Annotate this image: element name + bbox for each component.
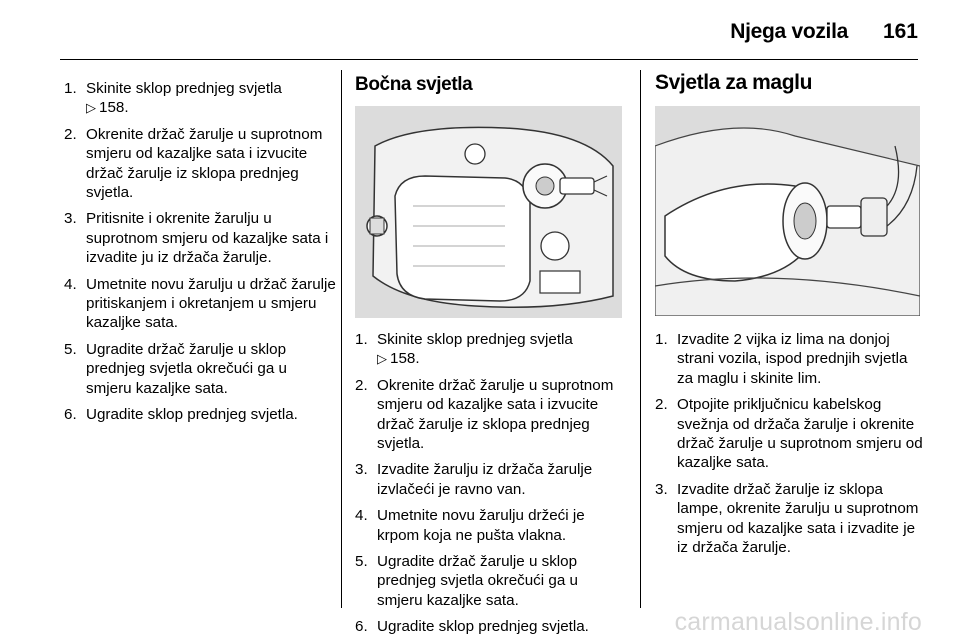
- page-reference-link[interactable]: 158.: [390, 350, 420, 368]
- arrow-right-icon: ▷: [377, 351, 387, 367]
- step-number: 6.: [355, 618, 368, 636]
- step-item: [64, 79, 336, 118]
- step-text: Umetnite novu žarulju držeći je krpom koja ne pušta vlakna.: [377, 507, 585, 544]
- step-number: 1.: [64, 80, 77, 97]
- step-text: Skinite sklop prednjeg svjetla: [86, 80, 282, 97]
- step-number: 3.: [355, 461, 368, 479]
- fog-lamp-drawing: [655, 106, 920, 316]
- headlamp-assembly-illustration: [355, 106, 622, 318]
- headlamp-drawing: [355, 106, 622, 318]
- fog-lamp-illustration: [655, 106, 920, 316]
- step-item: [355, 617, 627, 636]
- step-item: [64, 340, 336, 398]
- step-text: Okrenite držač žarulje u suprotnom smjeru od kazaljke sata i izvucite držač žarulje iz sklopa prednjeg svjetla.: [377, 376, 614, 453]
- step-text: Umetnite novu žarulju u držač žarulje pritiskanjem i okretanjem u smjeru kazaljke sata.: [86, 275, 336, 332]
- watermark: carmanualsonline.info: [674, 608, 922, 636]
- header-divider: [60, 59, 918, 60]
- step-item: [355, 552, 627, 610]
- step-item: [355, 506, 627, 545]
- step-number: 6.: [64, 406, 77, 424]
- step-text: Skinite sklop prednjeg svjetla: [377, 331, 573, 348]
- step-number: 2.: [355, 376, 368, 394]
- step-text: Izvadite držač žarulje iz sklopa lampe, okrenite žarulju u suprotnom smjeru od kazaljke sata i izvadite je iz držača žarulje.: [677, 480, 919, 557]
- step-text: Ugradite držač žarulje u sklop prednjeg svjetla okrečući ga u smjeru kazaljke sata.: [377, 553, 578, 609]
- step-text: Ugradite sklop prednjeg svjetla.: [86, 406, 298, 424]
- step-list: [655, 330, 927, 557]
- step-number: 4.: [64, 275, 77, 293]
- step-item: [64, 125, 336, 203]
- step-number: 5.: [355, 553, 368, 571]
- step-item: [655, 480, 927, 558]
- step-item: [655, 395, 927, 473]
- step-item: [355, 460, 627, 499]
- page-number: 161: [882, 20, 918, 43]
- column-3: [655, 70, 927, 564]
- column-divider: [341, 70, 342, 608]
- step-item: [64, 209, 336, 267]
- page-header-title: Njega vozila: [730, 20, 848, 43]
- step-number: 2.: [64, 125, 77, 143]
- step-text: Ugradite držač žarulje u sklop prednjeg svjetla okrečući ga u smjeru kazaljke sata.: [86, 340, 287, 397]
- column-divider: [640, 70, 641, 608]
- step-number: 1.: [655, 331, 668, 348]
- step-number: 4.: [355, 507, 368, 525]
- step-text: Pritisnite i okrenite žarulju u suprotnom smjeru od kazaljke sata i izvadite ju iz držača žarulje.: [86, 210, 329, 267]
- step-number: 1.: [355, 331, 368, 348]
- page-reference-link[interactable]: 158.: [99, 99, 129, 117]
- step-item: [355, 376, 627, 454]
- step-text: Okrenite držač žarulje u suprotnom smjeru od kazaljke sata i izvucite držač žarulje iz sklopa prednjeg svjetla.: [86, 125, 323, 202]
- step-number: 5.: [64, 340, 77, 358]
- step-text: Izvadite žarulju iz držača žarulje izvlačeći je ravno van.: [377, 461, 593, 498]
- section-title: Svjetla za maglu: [655, 71, 812, 94]
- step-text: Izvadite 2 vijka iz lima na donjoj strani vozila, ispod prednjih svjetla za maglu i skinite lim.: [677, 331, 908, 387]
- step-list: [355, 330, 627, 637]
- column-1: [64, 70, 336, 432]
- step-item: [64, 405, 336, 424]
- step-text: Otpojite priključnicu kabelskog svežnja od držača žarulje i okrenite držač žarulje u suprotnom smjeru od kazaljke sata.: [677, 396, 923, 472]
- step-text: Ugradite sklop prednjeg svjetla.: [377, 618, 589, 636]
- step-number: 2.: [655, 396, 668, 414]
- arrow-right-icon: ▷: [86, 100, 96, 116]
- step-item: [355, 330, 627, 369]
- page-header: [0, 0, 960, 62]
- column-2: [355, 70, 627, 644]
- step-list: [64, 79, 336, 425]
- step-number: 3.: [655, 480, 668, 498]
- section-title: Bočna svjetla: [355, 74, 473, 95]
- step-item: [64, 275, 336, 333]
- step-item: [655, 330, 927, 388]
- step-number: 3.: [64, 210, 77, 228]
